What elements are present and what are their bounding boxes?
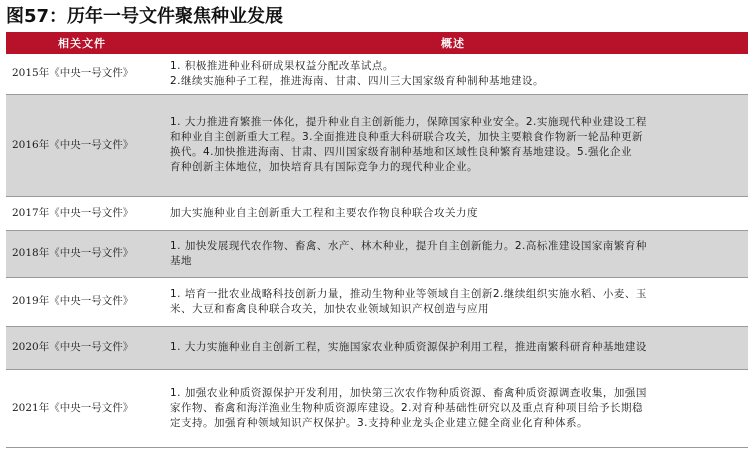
overview-line: 1. 培育一批农业战略科技创新力量，推动生物种业等领域自主创新2.继续组织实施水稻、小麦、玉	[170, 287, 647, 300]
overview-line: 1. 大力实施种业自主创新工程，实施国家农业种质资源保护利用工程，推进南繁科研育种基地建设	[170, 341, 647, 353]
overview-line: 1. 大力推进育繁推一体化，提升种业自主创新能力，保障国家种业安全。2.实施现代种业建设工程	[170, 116, 647, 128]
row-overview	[158, 196, 748, 230]
row-overview	[158, 326, 748, 369]
table-row	[6, 369, 748, 447]
overview-line: 基地	[170, 254, 192, 267]
row-overview	[158, 94, 748, 196]
table-row	[6, 196, 748, 230]
overview-line: 1. 加快发展现代农作物、畜禽、水产、林木种业，提升自主创新能力。2.高标准建设国家南繁育种	[170, 239, 647, 252]
table-row	[6, 230, 748, 277]
row-document-name: 2019年《中央一号文件》	[6, 277, 158, 326]
row-overview	[158, 54, 748, 94]
policy-table-container	[6, 32, 748, 448]
policy-table	[6, 32, 748, 448]
row-document-name: 2021年《中央一号文件》	[6, 369, 158, 447]
table-row	[6, 326, 748, 369]
header-overview: 概述	[158, 32, 748, 54]
table-header-row	[6, 32, 748, 54]
overview-line: 和种业自主创新重大工程。3.全面推进良种重大科研联合攻关，加快主要粮食作物新一轮品种更新	[170, 131, 644, 143]
row-overview	[158, 369, 748, 447]
overview-line: 定支持。加强育种领域知识产权保护。3.支持种业龙头企业建立健全商业化育种体系。	[170, 416, 589, 429]
header-related-document: 相关文件	[6, 32, 158, 54]
row-document-name: 2015年《中央一号文件》	[6, 54, 158, 94]
page-title: 图57：历年一号文件聚焦种业发展	[6, 6, 284, 27]
overview-line: 1. 积极推进种业科研成果权益分配改革试点。	[170, 59, 394, 72]
table-row	[6, 94, 748, 196]
overview-line: 米、大豆和畜禽良种联合攻关，加快农业领域知识产权创造与应用	[170, 302, 489, 315]
row-document-name: 2020年《中央一号文件》	[6, 326, 158, 369]
overview-line: 换代。4.加快推进海南、甘肃、四川国家级育制种基地和区域性良种繁育基地建设。5.强化企业	[170, 146, 633, 158]
row-overview	[158, 230, 748, 277]
overview-line: 1. 加强农业种质资源保护开发利用，加快第三次农作物种质资源、畜禽种质资源调查收集，加强国	[170, 386, 647, 399]
table-row	[6, 277, 748, 326]
overview-line: 2.继续实施种子工程，推进海南、甘肃、四川三大国家级育种制种基地建设。	[170, 74, 545, 87]
row-overview	[158, 277, 748, 326]
table-row	[6, 54, 748, 94]
row-document-name: 2016年《中央一号文件》	[6, 94, 158, 196]
row-document-name: 2017年《中央一号文件》	[6, 196, 158, 230]
overview-line: 育种创新主体地位，加快培育具有国际竞争力的现代种业企业。	[170, 161, 478, 173]
row-document-name: 2018年《中央一号文件》	[6, 230, 158, 277]
overview-line: 加大实施种业自主创新重大工程和主要农作物良种联合攻关力度	[170, 206, 478, 219]
overview-line: 家作物、畜禽和海洋渔业生物种质资源库建设。2.对育种基础性研究以及重点育种项目给予长期稳	[170, 401, 644, 414]
